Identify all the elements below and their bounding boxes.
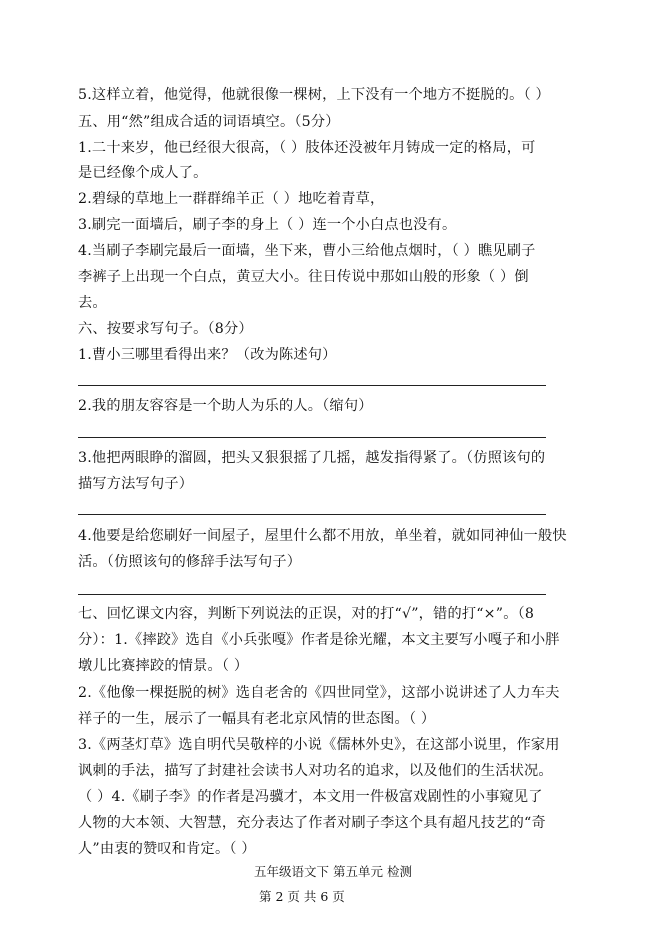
rewrite-item-2: 2.我的朋友容容是一个助人为乐的人。（缩句） [78,398,373,414]
rewrite-item-3-line-2: 描写方法写句子） [78,476,194,492]
judge-item-3-line-1: 3.《两茎灯草》选自明代吴敬梓的小说《儒林外史》，在这部小说里，作家用 [78,737,560,753]
judge-item-4-line-3: 人”由衷的赞叹和肯定。（ ） [78,841,256,857]
judge-item-2-line-1: 2.《他像一棵挺脱的树》选自老舍的《四世同堂》，这部小说讲述了人力车夫 [78,685,560,701]
fill-item-4-line-2: 李裤子上出现一个白点，黄豆大小。往日传说中那如山般的形象（ ）倒 [78,269,529,285]
fill-item-3: 3.刷完一面墙后，刷子李的身上（ ）连一个小白点也没有。 [78,217,457,233]
section-7-heading: 七、回忆课文内容，判断下列说法的正误，对的打“√”，错的打“×”。（8 [78,606,535,622]
section-5-heading: 五、用“然”组成合适的词语填空。（5分） [78,114,340,130]
judge-item-3-4-line: （ ）4.《刷子李》的作者是冯骥才，本文用一件极富戏剧性的小事窥见了 [78,789,543,805]
fill-item-1-line-1: 1.二十来岁，他已经很大很高，（ ）肢体还没被年月铸成一定的格局，可 [78,140,536,156]
rewrite-item-4-line-1: 4.他要是给您刷好一间屋子，屋里什么都不用放，单坐着，就如同神仙一般快 [78,528,567,544]
fill-item-1-line-2: 是已经像个成人了。 [78,165,208,181]
question-5-text: 5.这样立着，他觉得，他就很像一棵树，上下没有一个地方不挺脱的。（ ） [78,87,550,103]
rewrite-item-1: 1.曹小三哪里看得出来？（改为陈述句） [78,347,337,363]
fill-item-4-line-3: 去。 [78,295,107,311]
fill-item-2: 2.碧绿的草地上一群群绵羊正（ ）地吃着青草， [78,191,385,207]
footer-course-label: 五年级语文下 第五单元 检测 [254,864,412,879]
rewrite-item-3-line-1: 3.他把两眼睁的溜圆，把头又狠狠摇了几摇，越发指得紧了。（仿照该句的 [78,450,546,466]
judge-item-1-line-2: 墩儿比赛摔跤的情景。（ ） [78,658,249,674]
footer-page-number: 第 2 页 共 6 页 [259,889,345,904]
section-6-heading: 六、按要求写句子。（8分） [78,321,253,337]
judge-item-3-line-2: 讽刺的手法，描写了封建社会读书人对功名的追求，以及他们的生活状况。 [78,763,553,779]
answer-line-1[interactable] [78,385,546,386]
answer-line-3[interactable] [78,514,546,515]
rewrite-item-4-line-2: 活。（仿照该句的修辞手法写句子） [78,554,302,570]
judge-item-1-line-1: 分）：1.《摔跤》选自《小兵张嘎》作者是徐光耀，本文主要写小嘎子和小胖 [78,632,560,648]
answer-line-4[interactable] [78,594,546,595]
fill-item-4-line-1: 4.当刷子李刷完最后一面墙，坐下来，曹小三给他点烟时，（ ）瞧见刷子 [78,243,536,259]
judge-item-2-line-2: 祥子的一生，展示了一幅具有老北京风情的世态图。（ ） [78,711,436,727]
judge-item-4-line-2: 人物的大本领、大智慧，充分表达了作者对刷子李这个具有超凡技艺的“奇 [78,815,546,831]
answer-line-2[interactable] [78,437,546,438]
